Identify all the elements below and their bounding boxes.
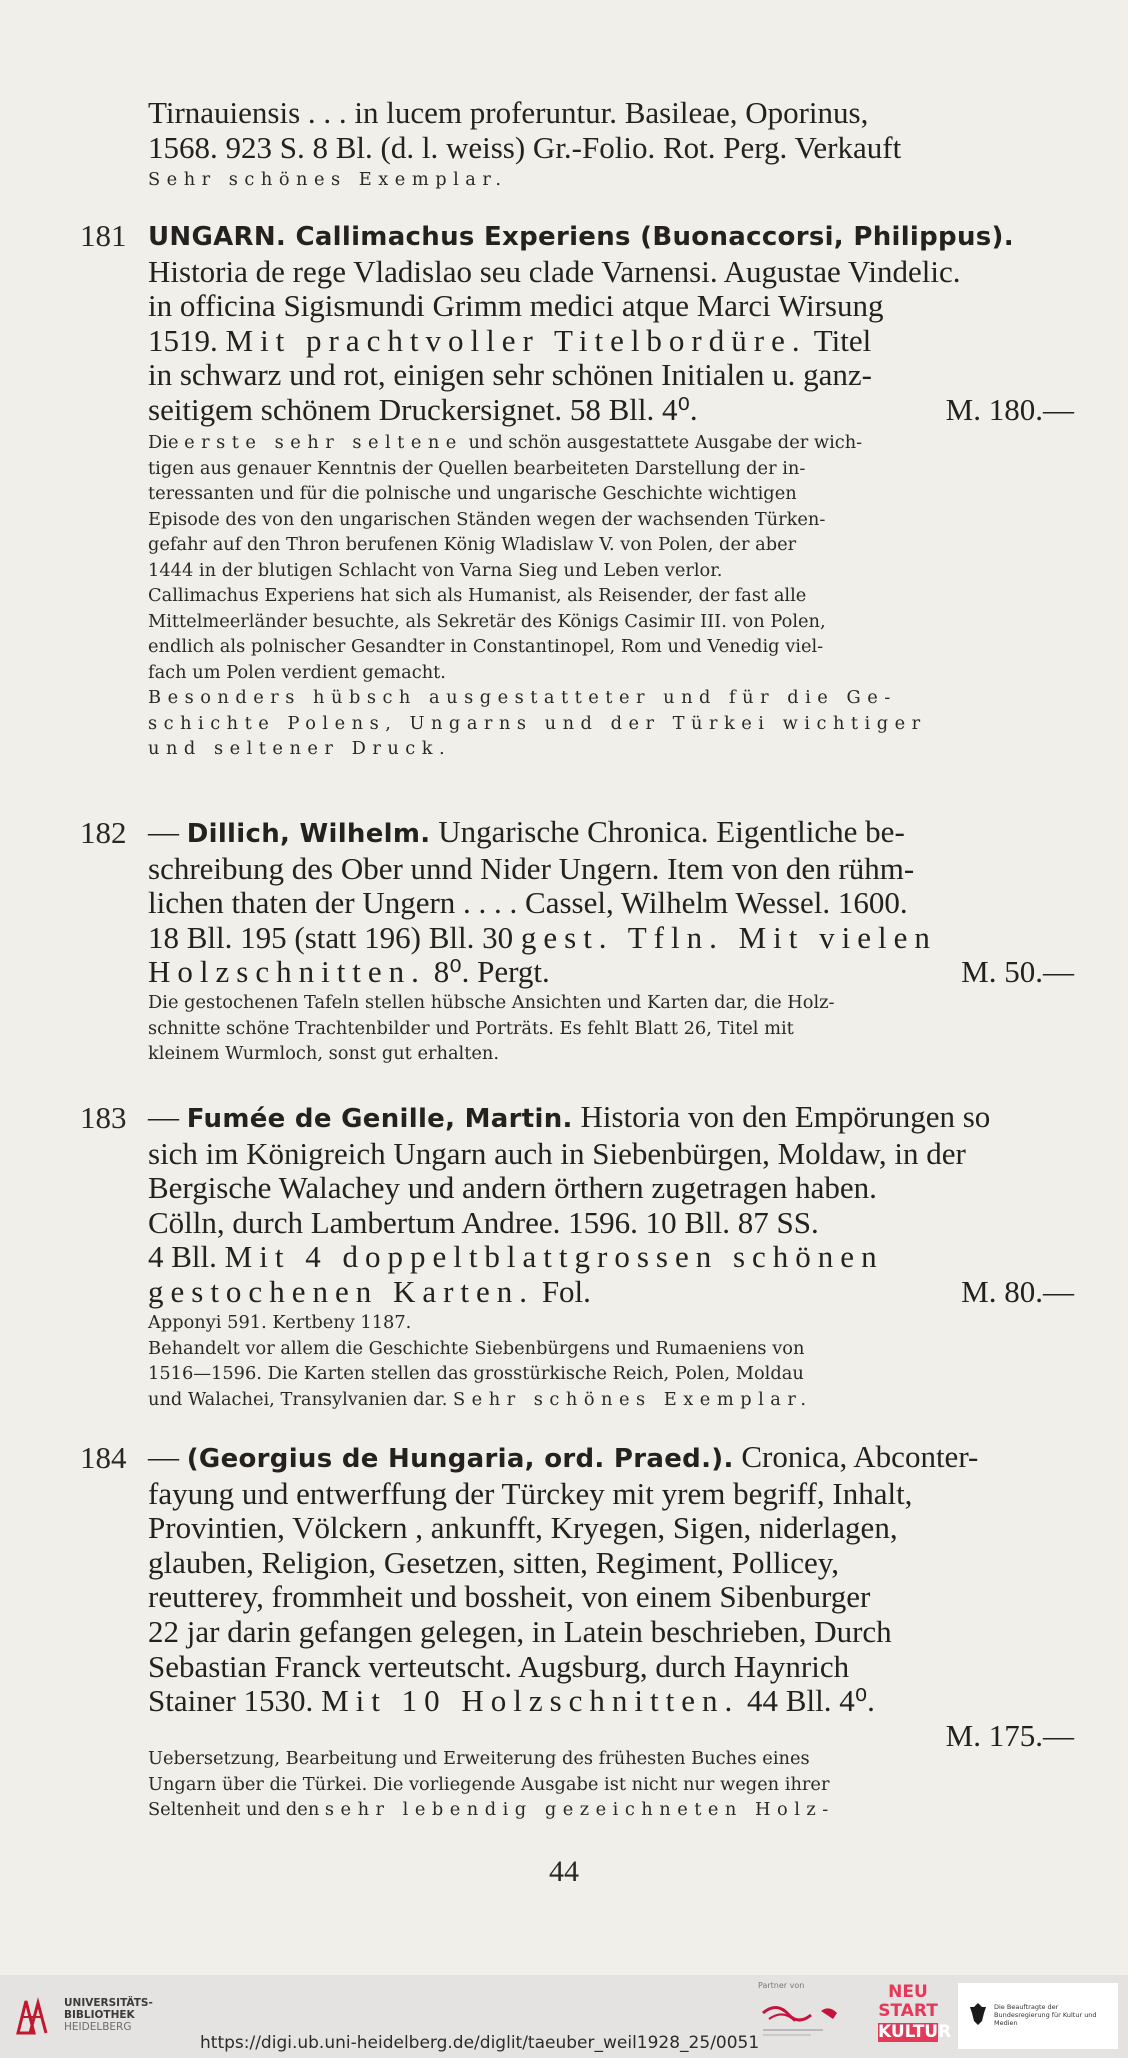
text-segment: fach um Polen verdient gemacht. <box>148 661 446 683</box>
text-segment: 8⁰. Pergt. <box>425 954 550 990</box>
spaced-emphasis-text: Sehr schönes Exemplar. <box>148 169 508 190</box>
entry-number: 181 <box>80 218 127 253</box>
federal-eagle-icon <box>968 2001 988 2027</box>
note-line <box>148 456 1074 482</box>
text-segment: Cölln, durch Lambertum Andree. 1596. 10 Bll. 87 SS. <box>148 1204 819 1240</box>
spaced-emphasis-text: Holzschnitten. <box>148 954 426 990</box>
text-segment: Historia von den Empörungen so <box>572 1099 991 1134</box>
neustart-line2: START <box>878 2001 938 2021</box>
text-line <box>148 324 1074 359</box>
text-segment: tigen aus genauer Kenntnis der Quellen bearbeiteten Darstellung der in- <box>148 457 806 479</box>
text-segment: kleinem Wurmloch, sonst gut erhalten. <box>148 1043 500 1064</box>
price: M. 180.— <box>945 391 1074 427</box>
text-segment: schreibung des Ober unnd Nider Ungern. Item von den rühm- <box>148 850 915 886</box>
text-segment: — <box>148 814 187 849</box>
text-segment: — <box>148 1439 187 1474</box>
note-line <box>148 583 1074 609</box>
entry-heading: UNGARN. Callimachus Experiens (Buonaccorsi, Philippus). <box>148 222 1014 252</box>
entry-note <box>148 1746 1074 1823</box>
text-segment: 44 Bll. 4⁰. <box>739 1683 875 1719</box>
note-line <box>148 167 1074 193</box>
text-line <box>148 1240 1074 1275</box>
entry-heading: (Georgius de Hungaria, ord. Praed.). <box>186 1444 734 1474</box>
text-segment: und schön ausgestattete Ausgabe der wich- <box>462 432 863 453</box>
text-line <box>148 886 1074 921</box>
text-segment: gefahr auf den Thron berufenen König Wladislaw V. von Polen, der aber <box>148 534 797 555</box>
entry-number: 183 <box>80 1100 127 1135</box>
price: M. 175.— <box>945 1717 1074 1753</box>
text-segment: Sebastian Franck verteutscht. Augsburg, durch Haynrich <box>148 1648 850 1684</box>
text-segment: Ungarische Chronica. Eigentliche be- <box>430 814 905 849</box>
note-line <box>148 430 1074 456</box>
text-line <box>148 96 1074 131</box>
text-segment: Uebersetzung, Bearbeitung und Erweiterung des frühesten Buches eines <box>148 1748 810 1769</box>
note-line <box>148 634 1074 660</box>
price: M. 50.— <box>961 954 1074 990</box>
note-line <box>148 1746 1074 1772</box>
text-segment: — <box>148 1099 187 1134</box>
entry-text <box>148 1440 1074 1753</box>
neustart-kultur-logo[interactable] <box>878 1982 952 2049</box>
note-line <box>148 660 1074 686</box>
note-line <box>148 711 1074 737</box>
text-segment: Episode des von den ungarischen Ständen wegen der wachsenden Türken- <box>148 508 826 530</box>
text-line <box>148 1511 1074 1546</box>
neustart-line1: NEU <box>888 1982 928 2002</box>
text-segment: fayung und entwerffung der Türckey mit yrem begriff, Inhalt, <box>148 1475 913 1511</box>
entry-text <box>148 96 1074 165</box>
text-line <box>148 815 1074 852</box>
text-line <box>148 1137 1074 1172</box>
text-line <box>148 1546 1074 1581</box>
note-line <box>148 1016 1074 1042</box>
text-line <box>148 1206 1074 1241</box>
spaced-emphasis-text: gestochenen Karten. <box>148 1273 535 1309</box>
spaced-emphasis-text: und seltener Druck. <box>148 738 452 759</box>
text-segment: Ungarn über die Türkei. Die vorliegende Ausgabe ist nicht nur wegen ihrer <box>148 1773 830 1795</box>
text-line <box>148 1100 1074 1137</box>
entry-heading: Fumée de Genille, Martin. <box>186 1104 573 1134</box>
bkm-logo[interactable] <box>958 1983 1118 2049</box>
text-segment: Die gestochenen Tafeln stellen hübsche Ansichten und Karten dar, die Holz- <box>148 992 835 1013</box>
text-segment: Bergische Walachey und andern örthern zugetragen haben. <box>148 1170 877 1206</box>
text-line <box>148 955 1074 990</box>
spaced-emphasis-text: Mit 10 Holzschnitten. <box>321 1683 740 1719</box>
text-line <box>148 131 1074 166</box>
text-segment: Provintien, Völckern , ankunfft, Kryegen, Sigen, niderlagen, <box>148 1510 898 1546</box>
entry-note <box>148 990 1074 1067</box>
text-line <box>148 1477 1074 1512</box>
text-segment: endlich als polnischer Gesandter in Constantinopel, Rom und Venedig viel- <box>148 636 824 657</box>
entry-note <box>148 1310 1074 1412</box>
page-number: 44 <box>549 1855 579 1888</box>
text-line <box>148 921 1074 956</box>
text-segment: 1519. <box>148 322 226 358</box>
viewer-footer <box>0 1975 1128 2058</box>
entry-number: 184 <box>80 1440 127 1475</box>
spaced-emphasis-text: Sehr schönes Exemplar. <box>453 1388 813 1410</box>
note-line <box>148 1361 1074 1387</box>
note-line <box>148 1797 1074 1823</box>
price: M. 80.— <box>961 1273 1074 1309</box>
spaced-emphasis-text: erste sehr seltene <box>184 432 463 453</box>
note-line <box>148 481 1074 507</box>
note-line <box>148 1772 1074 1798</box>
partner-label: Partner von <box>758 1981 805 1990</box>
text-segment: seitigem schönem Druckersignet. 58 Bll. 4⁰. <box>148 391 698 427</box>
entry-text <box>148 218 1074 428</box>
text-segment: glauben, Religion, Gesetzen, sitten, Regiment, Pollicey, <box>148 1544 840 1580</box>
text-segment: Mittelmeerländer besuchte, als Sekretär des Königs Casimir III. von Polen, <box>148 610 826 632</box>
note-line <box>148 1310 1074 1336</box>
text-line <box>148 218 1074 255</box>
text-line <box>148 1684 1074 1719</box>
text-segment: schnitte schöne Trachtenbilder und Porträts. Es fehlt Blatt 26, Titel mit <box>148 1017 794 1039</box>
text-line <box>148 358 1074 393</box>
university-name-line2: BIBLIOTHEK <box>64 2009 135 2021</box>
text-segment: 4 Bll. <box>148 1239 225 1275</box>
text-line <box>148 255 1074 290</box>
spaced-emphasis-text: Mit 4 doppeltblattgrossen schönen <box>224 1239 884 1275</box>
deutsche-digitale-bibliothek-logo[interactable] <box>755 1993 865 2043</box>
text-segment: Tirnauiensis . . . in lucem proferuntur. Basileae, Oporinus, <box>148 95 869 130</box>
text-segment: lichen thaten der Ungern . . . . Cassel, Wilhelm Wessel. 1600. <box>148 885 908 921</box>
text-line <box>148 1615 1074 1650</box>
text-segment: 1516—1596. Die Karten stellen das grosstürkische Reich, Polen, Moldau <box>148 1363 804 1384</box>
neustart-line3: KULTUR <box>878 2022 952 2042</box>
university-logo[interactable] <box>12 1993 153 2037</box>
spaced-emphasis-text: sehr lebendig gezeichneten Holz- <box>324 1799 835 1820</box>
text-segment: Cronica, Abconter- <box>733 1439 979 1474</box>
text-segment: Titel <box>806 322 872 358</box>
spaced-emphasis-text: Mit prachtvoller Titelbordüre. <box>225 322 807 358</box>
text-segment: 1444 in der blutigen Schlacht von Varna Sieg und Leben verlor. <box>148 559 723 581</box>
text-segment: Historia de rege Vladislao seu clade Varnensi. Augustae Vindelic. <box>148 253 961 289</box>
university-seal-icon <box>12 1993 56 2037</box>
note-line <box>148 990 1074 1016</box>
text-line <box>148 1580 1074 1615</box>
note-line <box>148 532 1074 558</box>
text-segment: 22 jar darin gefangen gelegen, in Latein beschrieben, Durch <box>148 1613 892 1649</box>
note-line <box>148 1336 1074 1362</box>
text-segment: Die <box>148 432 185 453</box>
text-segment: Stainer 1530. <box>148 1683 322 1719</box>
university-name-line1: UNIVERSITÄTS- <box>64 1997 153 2009</box>
text-segment: Seltenheit und den <box>148 1799 325 1820</box>
text-segment: und Walachei, Transylvanien dar. <box>148 1388 453 1410</box>
entry-text <box>148 1100 1074 1310</box>
text-line <box>148 289 1074 324</box>
text-segment: in schwarz und rot, einigen sehr schönen Initialen u. ganz- <box>148 357 872 393</box>
text-segment: Behandelt vor allem die Geschichte Siebenbürgens und Rumaeniens von <box>148 1337 805 1359</box>
text-line <box>148 1275 1074 1310</box>
note-line <box>148 1387 1074 1413</box>
note-line <box>148 507 1074 533</box>
text-segment: Apponyi 591. Kertbeny 1187. <box>148 1312 412 1333</box>
university-name-line3: HEIDELBERG <box>64 2021 132 2033</box>
text-segment: Callimachus Experiens hat sich als Humanist, als Reisender, der fast alle <box>148 585 807 606</box>
spaced-emphasis-text: schichte Polens, Ungarns und der Türkei wichtiger <box>148 712 927 734</box>
note-line <box>148 609 1074 635</box>
note-line <box>148 558 1074 584</box>
text-line <box>148 393 1074 428</box>
text-segment: reutterey, frommheit und bossheit, von einem Sibenburger <box>148 1579 871 1615</box>
spaced-emphasis-text: gest. Tfln. Mit vielen <box>520 919 937 955</box>
note-line <box>148 736 1074 762</box>
entry-note <box>148 430 1074 762</box>
text-segment: in officina Sigismundi Grimm medici atque Marci Wirsung <box>148 288 884 324</box>
spaced-emphasis-text: Besonders hübsch ausgestatteter und für die Ge- <box>148 687 897 708</box>
text-line <box>148 1171 1074 1206</box>
text-line <box>148 852 1074 887</box>
text-line <box>148 1440 1074 1477</box>
text-segment: Fol. <box>534 1273 591 1309</box>
entry-text <box>148 815 1074 990</box>
text-segment: teressanten und für die polnische und ungarische Geschichte wichtigen <box>148 483 797 504</box>
note-line <box>148 685 1074 711</box>
text-segment: 18 Bll. 195 (statt 196) Bll. 30 <box>148 919 521 955</box>
text-segment: 1568. 923 S. 8 Bl. (d. l. weiss) Gr.-Folio. Rot. Perg. Verkauft <box>148 129 902 165</box>
text-segment: sich im Königreich Ungarn auch in Siebenbürgen, Moldaw, in der <box>148 1135 966 1171</box>
text-line <box>148 1650 1074 1685</box>
entry-heading: Dillich, Wilhelm. <box>186 819 431 849</box>
entry-number: 182 <box>80 815 127 850</box>
note-line <box>148 1041 1074 1067</box>
bkm-text: Die Beauftragte der Bundesregierung für Kultur und Medien <box>994 2003 1097 2027</box>
entry-note <box>148 167 1074 193</box>
page-url[interactable]: https://digi.ub.uni-heidelberg.de/diglit/taeuber_weil1928_25/0051 <box>200 2033 760 2053</box>
